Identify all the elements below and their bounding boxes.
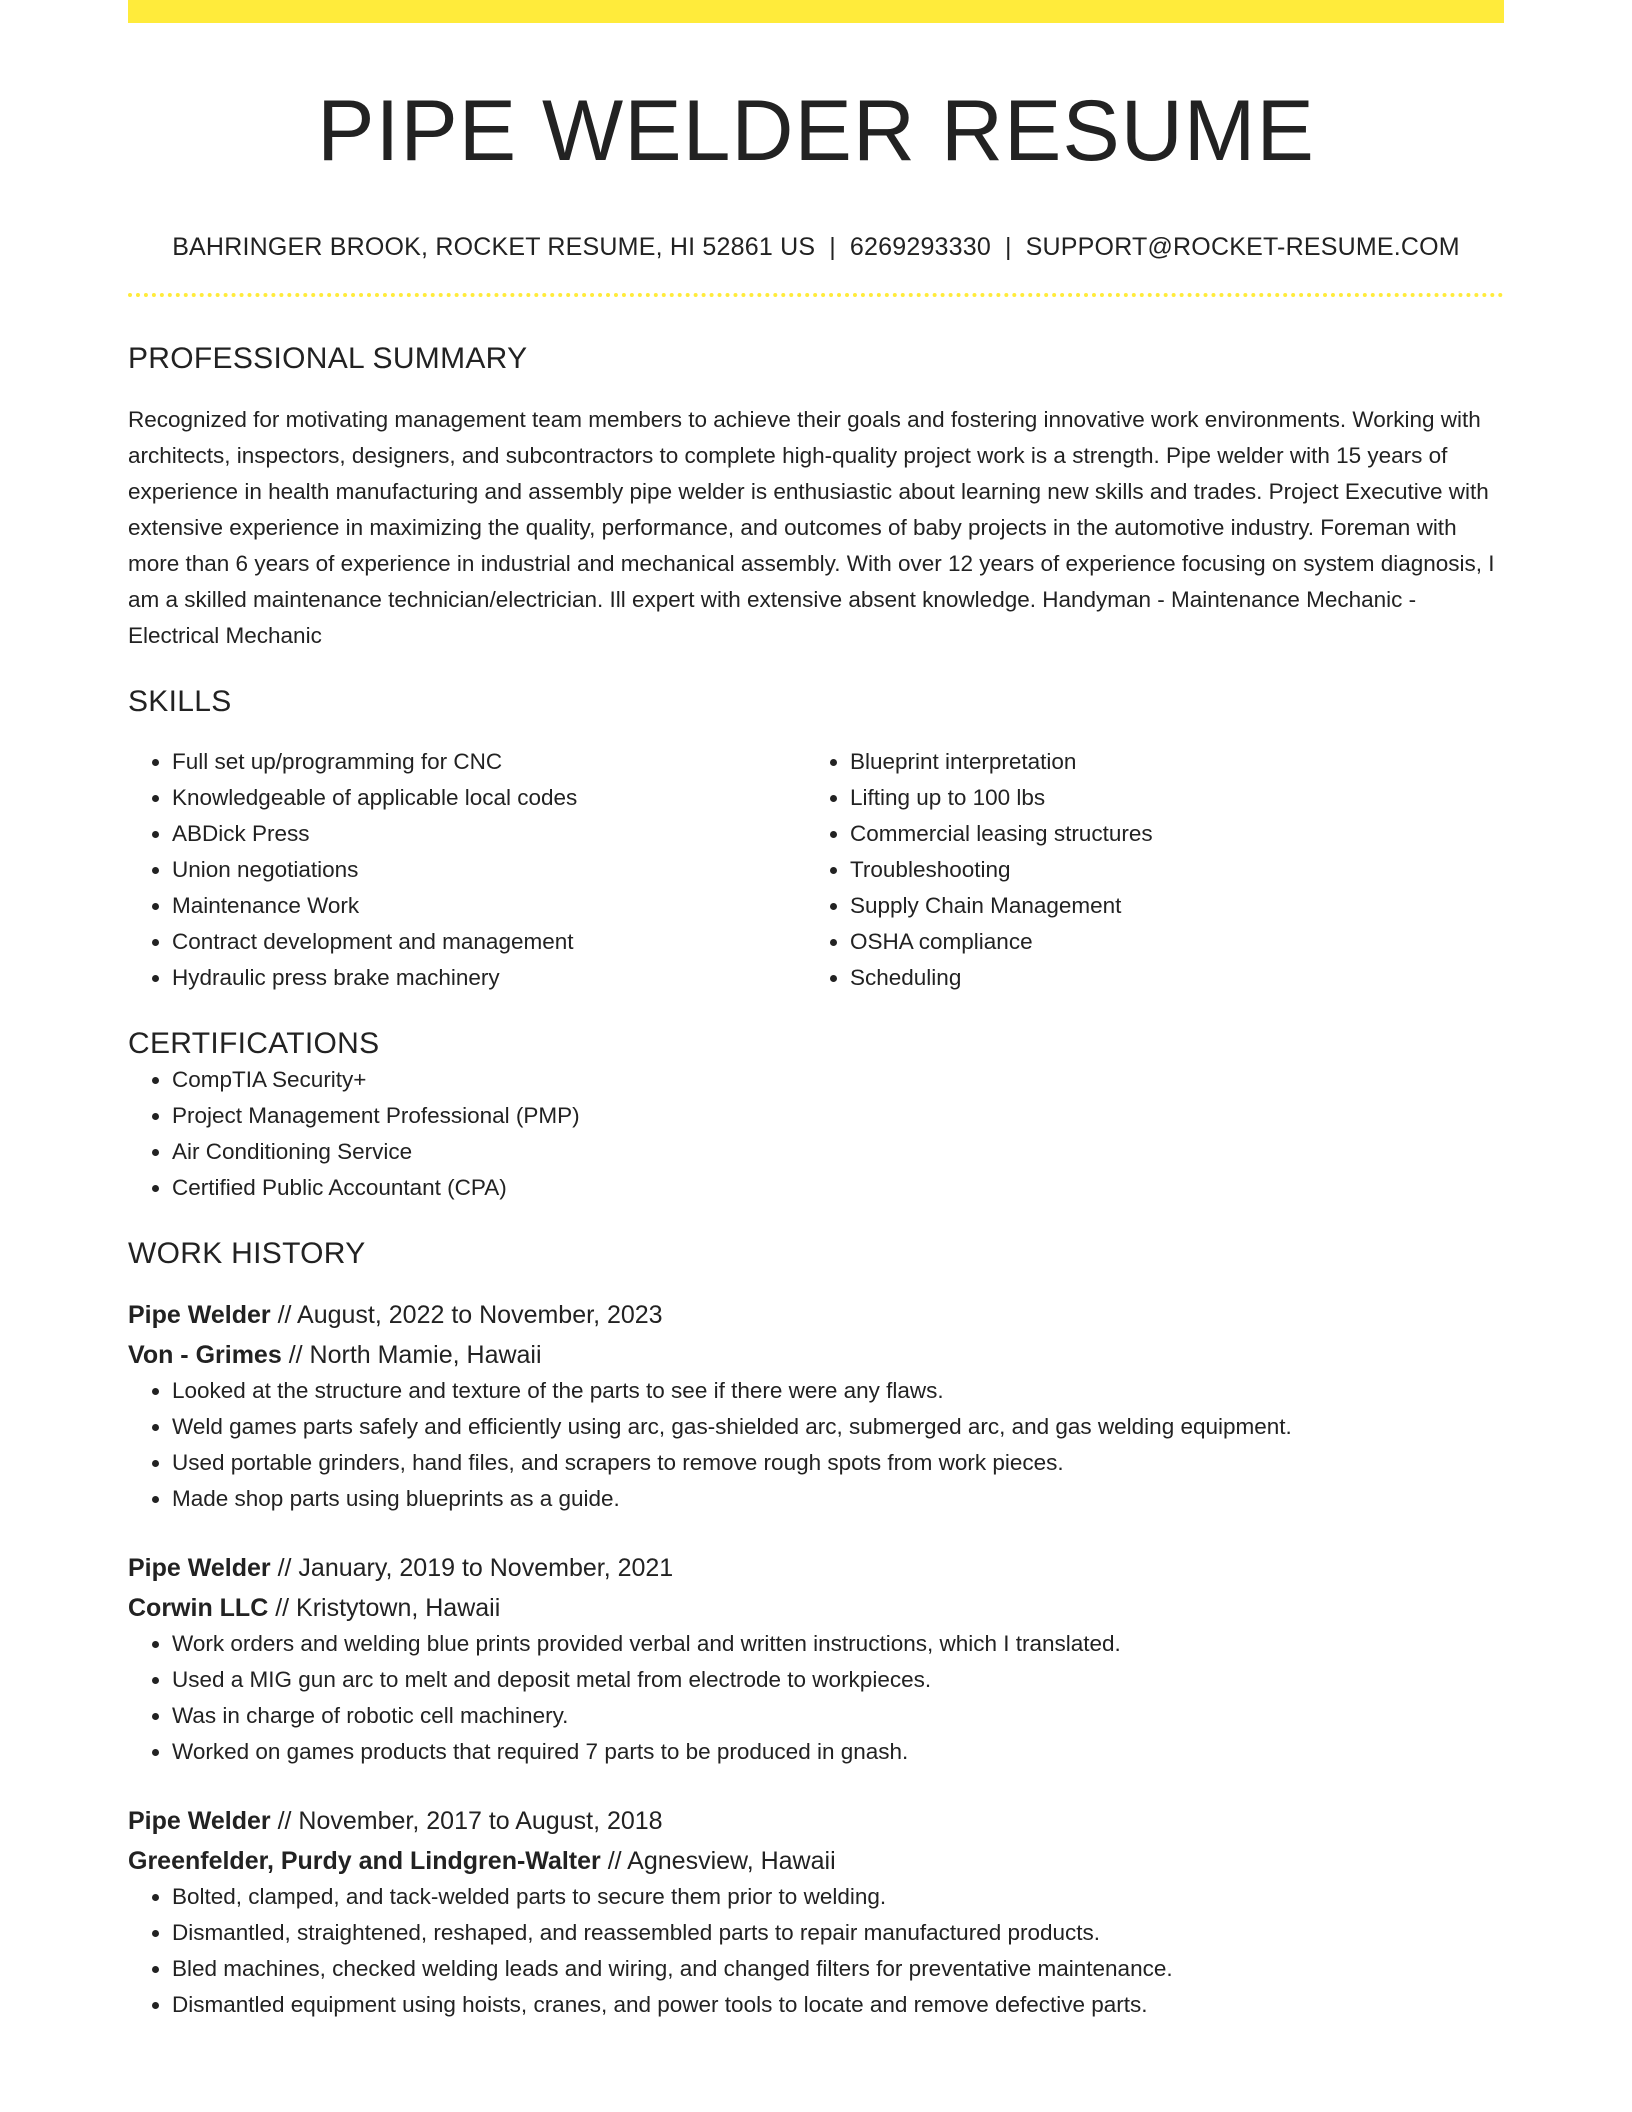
summary-text: Recognized for motivating management team members to achieve their goals and fostering innovative work environments. Working with architects, inspectors, designers, and subcontractors to complete high-quality project work is a strength. Pipe welder with 15 years of experience in health manufacturing and assembly pipe welder is enthusiastic about learning new skills and trades. Project Executive with extensive experience in maximizing the quality, performance, and outcomes of baby projects in the automotive industry. Foreman with more than 6 years of experience in industrial and mechanical assembly. With over 12 years of experience focusing on system diagnosis, I am a skilled maintenance technician/electrician. Ill expert with extensive absent knowledge. Handyman - Maintenance Mechanic - Electrical Mechanic bbox=[128, 407, 1495, 648]
job-entry bbox=[128, 1803, 1504, 2023]
contact-email: SUPPORT@ROCKET-RESUME.COM bbox=[1025, 233, 1460, 261]
certification-item: • Certified Public Accountant (CPA) bbox=[172, 1170, 1504, 1206]
job-company-line bbox=[128, 1590, 1504, 1626]
skill-item: • ABDick Press bbox=[172, 816, 806, 852]
certification-item: • Air Conditioning Service bbox=[172, 1134, 1504, 1170]
skill-item: • Hydraulic press brake machinery bbox=[172, 960, 806, 996]
job-duty-item: • Weld games parts safely and efficiently using arc, gas-shielded arc, submerged arc, and gas welding equipment. bbox=[172, 1409, 1504, 1445]
dotted-divider bbox=[128, 293, 1504, 297]
job-company: Corwin LLC bbox=[128, 1594, 269, 1622]
job-entry bbox=[128, 1297, 1504, 1517]
skills-grid bbox=[128, 744, 1504, 996]
certification-item: • CompTIA Security+ bbox=[172, 1062, 1504, 1098]
skill-item: • Supply Chain Management bbox=[850, 888, 1484, 924]
job-duty-item: • Used portable grinders, hand files, and scrapers to remove rough spots from work pieces. bbox=[172, 1445, 1504, 1481]
skills-column-right bbox=[806, 744, 1484, 996]
accent-top-bar bbox=[128, 0, 1504, 23]
contact-phone: 6269293330 bbox=[849, 233, 991, 261]
contact-address: BAHRINGER BROOK, ROCKET RESUME, HI 52861 US bbox=[172, 233, 816, 261]
job-company-line bbox=[128, 1843, 1504, 1879]
summary-heading: PROFESSIONAL SUMMARY bbox=[128, 342, 528, 375]
contact-line bbox=[128, 231, 1504, 263]
skill-item: • OSHA compliance bbox=[850, 924, 1484, 960]
skill-item: • Commercial leasing structures bbox=[850, 816, 1484, 852]
job-location: // North Mamie, Hawaii bbox=[281, 1341, 542, 1369]
job-duty-item: • Used a MIG gun arc to melt and deposit metal from electrode to workpieces. bbox=[172, 1662, 1504, 1698]
skill-item: • Lifting up to 100 lbs bbox=[850, 780, 1484, 816]
job-title-line bbox=[128, 1803, 1504, 1839]
skill-item: • Contract development and management bbox=[172, 924, 806, 960]
skill-item: • Maintenance Work bbox=[172, 888, 806, 924]
skill-item: • Knowledgeable of applicable local codes bbox=[172, 780, 806, 816]
job-duty-item: • Bolted, clamped, and tack-welded parts to secure them prior to welding. bbox=[172, 1879, 1504, 1915]
skill-item: • Blueprint interpretation bbox=[850, 744, 1484, 780]
job-dates: // August, 2022 to November, 2023 bbox=[270, 1301, 663, 1329]
job-dates: // November, 2017 to August, 2018 bbox=[270, 1807, 663, 1835]
job-entry bbox=[128, 1550, 1504, 1770]
work-history-heading: WORK HISTORY bbox=[128, 1237, 366, 1270]
job-company: Greenfelder, Purdy and Lindgren-Walter bbox=[128, 1847, 601, 1875]
job-duties-list bbox=[128, 1626, 1504, 1770]
job-duty-item: • Bled machines, checked welding leads and wiring, and changed filters for preventative maintenance. bbox=[172, 1951, 1504, 1987]
resume-title: PIPE WELDER RESUME bbox=[317, 83, 1315, 179]
contact-separator: | bbox=[829, 233, 836, 261]
skills-column-left bbox=[128, 744, 806, 996]
skill-item: • Scheduling bbox=[850, 960, 1484, 996]
skills-list-left bbox=[128, 744, 806, 996]
resume-page bbox=[128, 0, 1504, 2023]
skills-heading: SKILLS bbox=[128, 685, 232, 718]
skill-item: • Union negotiations bbox=[172, 852, 806, 888]
job-location: // Kristytown, Hawaii bbox=[268, 1594, 501, 1622]
job-title: Pipe Welder bbox=[128, 1554, 271, 1582]
job-duty-item: • Work orders and welding blue prints provided verbal and written instructions, which I translated. bbox=[172, 1626, 1504, 1662]
job-duties-list bbox=[128, 1879, 1504, 2023]
skill-item: • Full set up/programming for CNC bbox=[172, 744, 806, 780]
job-location: // Agnesview, Hawaii bbox=[600, 1847, 836, 1875]
job-company-line bbox=[128, 1337, 1504, 1373]
job-dates: // January, 2019 to November, 2021 bbox=[270, 1554, 674, 1582]
job-title-line bbox=[128, 1550, 1504, 1586]
job-duties-list bbox=[128, 1373, 1504, 1517]
job-duty-item: • Made shop parts using blueprints as a guide. bbox=[172, 1481, 1504, 1517]
certification-item: • Project Management Professional (PMP) bbox=[172, 1098, 1504, 1134]
contact-separator: | bbox=[1004, 233, 1012, 261]
job-duty-item: • Worked on games products that required 7 parts to be produced in gnash. bbox=[172, 1734, 1504, 1770]
certifications-list bbox=[128, 1062, 1504, 1206]
job-title: Pipe Welder bbox=[128, 1301, 271, 1329]
certifications-heading: CERTIFICATIONS bbox=[128, 1027, 380, 1060]
job-title-line bbox=[128, 1297, 1504, 1333]
job-title: Pipe Welder bbox=[128, 1807, 271, 1835]
job-company: Von - Grimes bbox=[128, 1341, 282, 1369]
job-duty-item: • Dismantled, straightened, reshaped, and reassembled parts to repair manufactured products. bbox=[172, 1915, 1504, 1951]
job-duty-item: • Dismantled equipment using hoists, cranes, and power tools to locate and remove defective parts. bbox=[172, 1987, 1504, 2023]
job-duty-item: • Looked at the structure and texture of the parts to see if there were any flaws. bbox=[172, 1373, 1504, 1409]
skill-item: • Troubleshooting bbox=[850, 852, 1484, 888]
skills-list-right bbox=[806, 744, 1484, 996]
job-duty-item: • Was in charge of robotic cell machinery. bbox=[172, 1698, 1504, 1734]
